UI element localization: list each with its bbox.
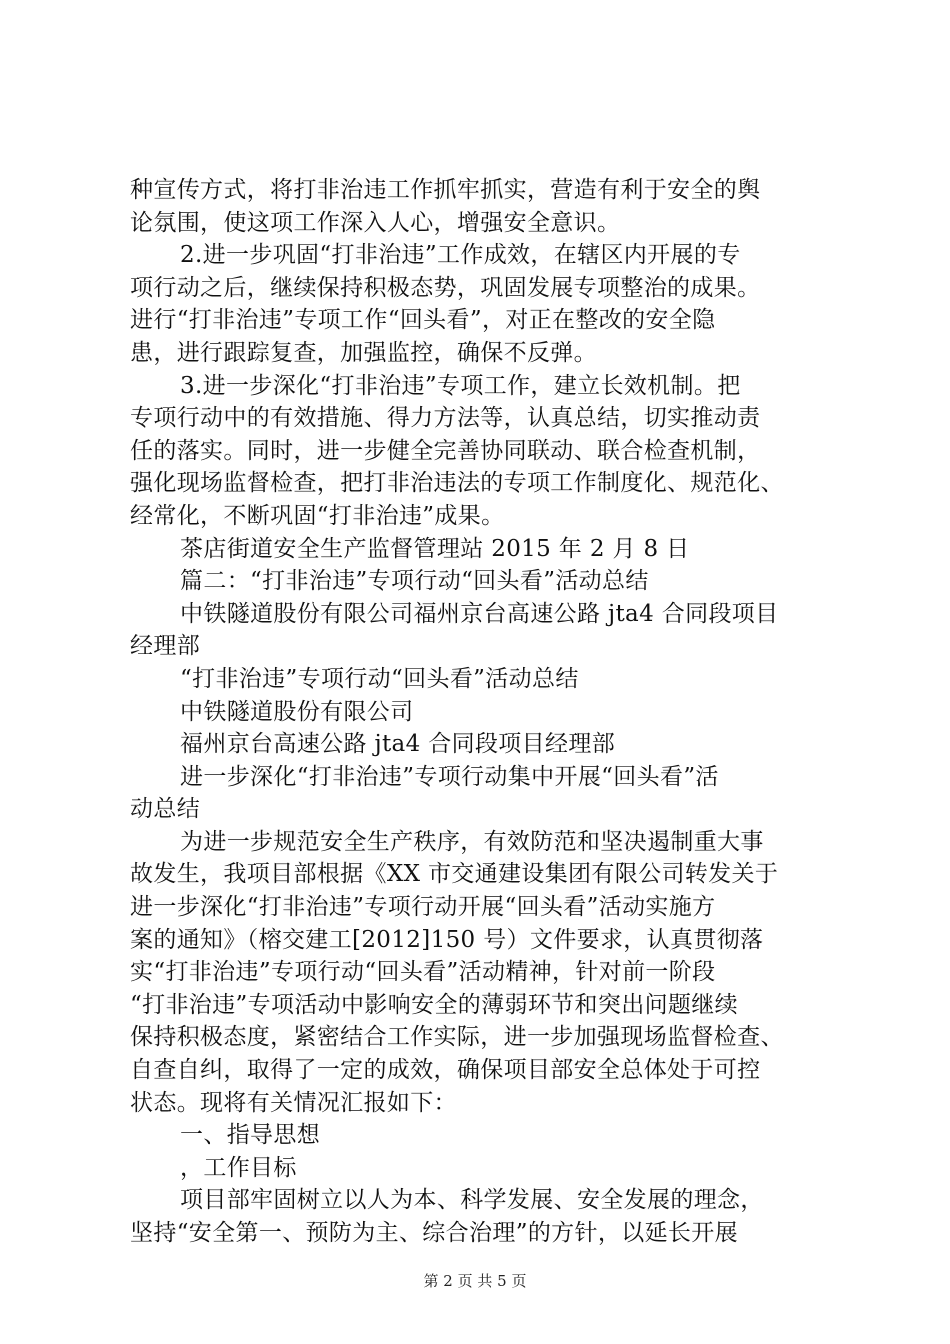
text-line: 保持积极态度，紧密结合工作实际，进一步加强现场监督检查、 <box>130 1024 784 1051</box>
text-line: 经常化，不断巩固“打非治违”成果。 <box>130 502 505 529</box>
text-line: 任的落实。同时，进一步健全完善协同联动、联合检查机制， <box>130 437 761 464</box>
text-line: 自查自纠，取得了一定的成效，确保项目部安全总体处于可控 <box>130 1057 761 1084</box>
text-line: 案的通知》（榕交建工[2012]150 号）文件要求，认真贯彻落 <box>130 926 764 953</box>
text-line: 项目部牢固树立以人为本、科学发展、安全发展的理念， <box>180 1187 764 1214</box>
text-line: 篇二：“打非治违”专项行动“回头看”活动总结 <box>180 568 649 595</box>
text-line: 经理部 <box>130 633 201 660</box>
document-body <box>130 174 830 1250</box>
text-line: “打非治违”专项行动“回头看”活动总结 <box>180 665 579 692</box>
text-line: 福州京台高速公路 jta4 合同段项目经理部 <box>180 731 616 758</box>
text-line: 坚持“安全第一、预防为主、综合治理”的方针，以延长开展 <box>130 1220 738 1246</box>
text-line: 一、指导思想 <box>180 1122 321 1149</box>
page-footer: 第 2 页 共 5 页 <box>423 1272 527 1290</box>
text-line: 茶店街道安全生产监督管理站 2015 年 2 月 8 日 <box>180 535 690 562</box>
text-line: 动总结 <box>130 796 201 823</box>
text-line: 进一步深化“打非治违”专项行动开展“回头看”活动实施方 <box>130 894 716 921</box>
text-line: 种宣传方式，将打非治违工作抓牢抓实，营造有利于安全的舆 <box>130 177 761 203</box>
text-line: 中铁隧道股份有限公司福州京台高速公路 jta4 合同段项目 <box>180 600 779 627</box>
text-line: ，工作目标 <box>180 1154 297 1181</box>
text-line: 患，进行跟踪复查，加强监控，确保不反弹。 <box>130 339 597 366</box>
text-line: “打非治违”专项活动中影响安全的薄弱环节和突出问题继续 <box>130 991 738 1018</box>
text-line: 为进一步规范安全生产秩序，有效防范和坚决遏制重大事 <box>180 828 764 855</box>
text-line: 进一步深化“打非治违”专项行动集中开展“回头看”活 <box>180 763 719 790</box>
text-line: 论氛围，使这项工作深入人心，增强安全意识。 <box>130 209 621 236</box>
text-line: 项行动之后，继续保持积极态势，巩固发展专项整治的成果。 <box>130 274 761 301</box>
text-line: 故发生，我项目部根据《XX 市交通建设集团有限公司转发关于 <box>130 861 779 888</box>
text-line: 强化现场监督检查，把打非治违法的专项工作制度化、规范化、 <box>130 470 784 497</box>
text-line: 3.进一步深化“打非治违”专项工作，建立长效机制。把 <box>180 372 741 399</box>
text-line: 专项行动中的有效措施、得力方法等，认真总结，切实推动责 <box>130 405 761 432</box>
text-line: 中铁隧道股份有限公司 <box>180 698 414 725</box>
text-line: 状态。现将有关情况汇报如下： <box>130 1089 457 1116</box>
text-line: 2.进一步巩固“打非治违”工作成效，在辖区内开展的专 <box>180 242 741 269</box>
text-line: 进行“打非治违”专项工作“回头看”，对正在整改的安全隐 <box>130 307 716 334</box>
text-line: 实“打非治违”专项行动“回头看”活动精神，针对前一阶段 <box>130 959 716 986</box>
